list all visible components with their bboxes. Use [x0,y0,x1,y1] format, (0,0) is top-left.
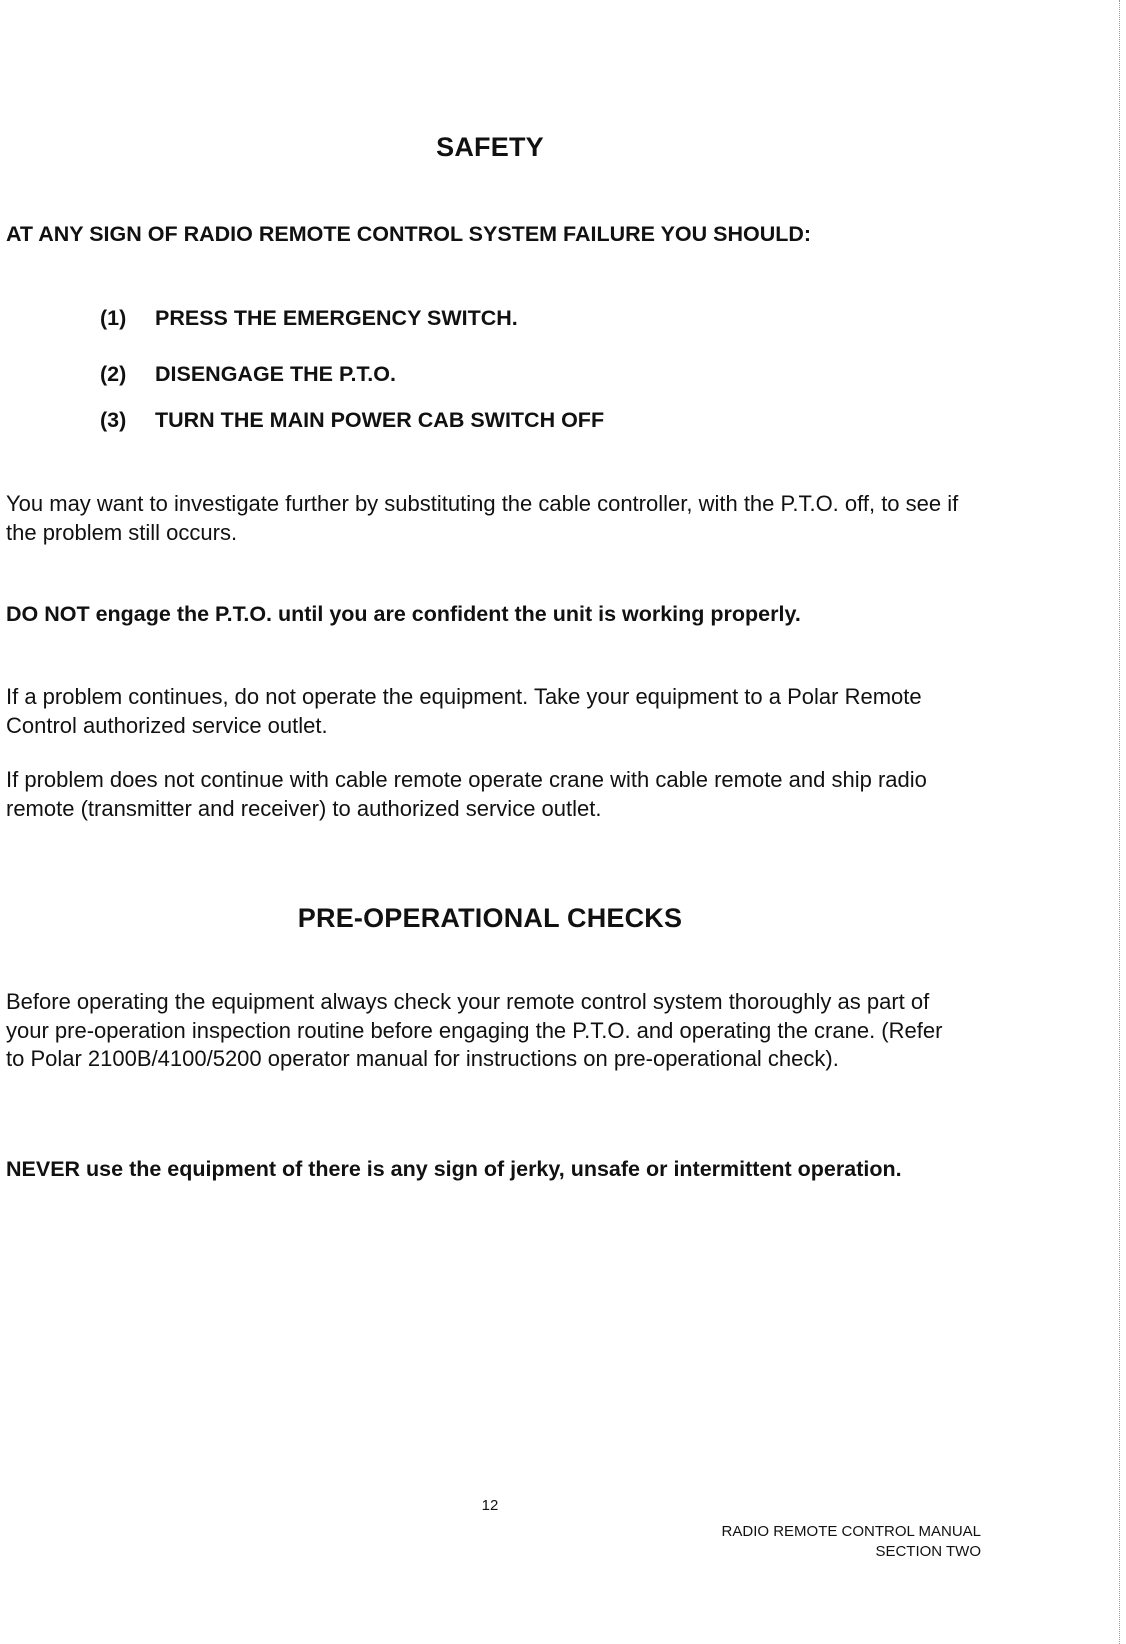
footer-section: SECTION TWO [875,1543,981,1560]
pto-warning: DO NOT engage the P.T.O. until you are confident the unit is working properly. [6,602,801,626]
never-warning: NEVER use the equipment of there is any sign of jerky, unsafe or intermittent operation. [6,1157,902,1181]
step-3-number: (3) [100,408,127,432]
failure-heading: AT ANY SIGN OF RADIO REMOTE CONTROL SYSTEM FAILURE YOU SHOULD: [6,222,812,246]
footer-manual-title: RADIO REMOTE CONTROL MANUAL [721,1523,981,1540]
step-1-text: PRESS THE EMERGENCY SWITCH. [155,306,518,330]
safety-title: SAFETY [436,132,544,162]
step-2-text: DISENGAGE THE P.T.O. [155,362,396,386]
step-2-number: (2) [100,362,127,386]
investigate-paragraph: You may want to investigate further by substituting the cable controller, with the P.T.O. off, to see if the problem still occurs. [6,491,959,545]
scan-edge-line [1118,0,1120,1644]
step-2 [100,362,396,387]
problem-not-continue-paragraph: If problem does not continue with cable remote operate crane with cable remote and ship radio remote (transmitter and receiver) to authorized service outlet. [6,767,927,821]
step-3-text: TURN THE MAIN POWER CAB SWITCH OFF [155,408,605,432]
step-1 [100,306,518,331]
footer-block [722,1522,981,1562]
page-number: 12 [481,1497,499,1514]
step-3 [100,408,604,433]
step-1-number: (1) [100,306,127,330]
pre-operational-title: PRE-OPERATIONAL CHECKS [297,903,683,933]
pre-operational-paragraph: Before operating the equipment always check your remote control system thoroughly as part of your pre-operation inspection routine before engaging the P.T.O. and operating the crane. (Refer to Polar 2100B/4100/5200 operator manual for instructions on pre-operational check). [6,989,943,1071]
problem-continues-paragraph: If a problem continues, do not operate the equipment. Take your equipment to a Polar Remote Control authorized service outlet. [6,684,922,738]
